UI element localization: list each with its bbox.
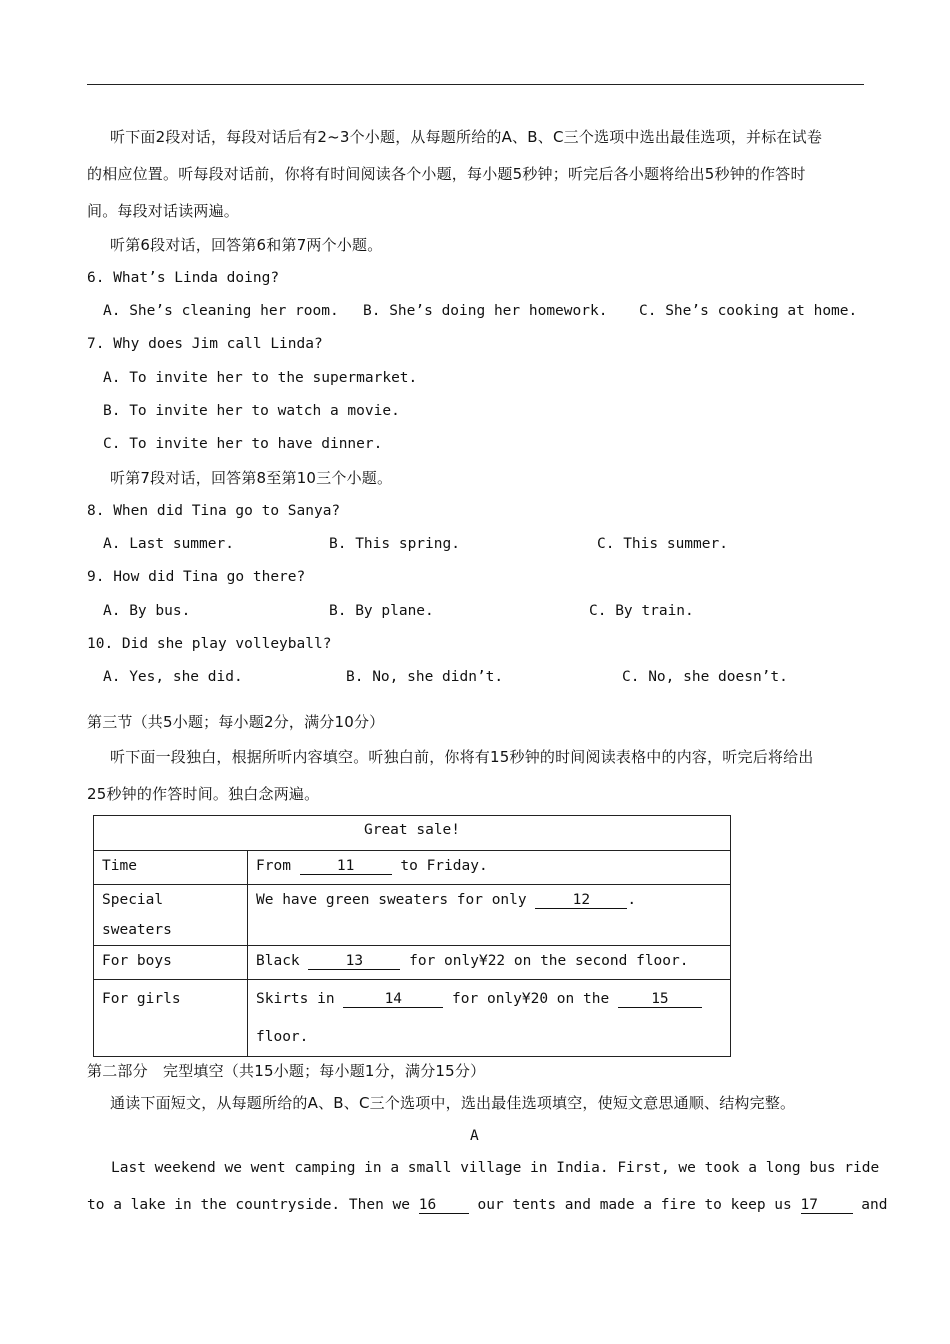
dialog7-instruction: 听第7段对话，回答第8至第10三个小题。: [110, 469, 393, 487]
q7-option-c: C. To invite her to have dinner.: [103, 436, 383, 452]
blank-12[interactable]: 12: [535, 892, 627, 909]
row-content-sweaters: [248, 885, 731, 946]
sale-table: [93, 815, 731, 1057]
blank-15[interactable]: 15: [618, 991, 702, 1008]
row-text: for only¥22 on the second floor.: [409, 953, 689, 969]
row-text: We have green sweaters for only: [256, 892, 527, 908]
q7-stem: 7. Why does Jim call Linda?: [87, 336, 323, 352]
row-content-girls: [248, 980, 731, 1057]
blank-13[interactable]: 13: [308, 953, 400, 970]
q9-option-c: C. By train.: [589, 603, 694, 619]
section3-heading: 第三节（共5小题；每小题2分，满分10分）: [87, 713, 385, 731]
row-label-for-girls: For girls: [94, 980, 248, 1057]
row-text: floor.: [256, 1029, 309, 1045]
blank-11[interactable]: 11: [300, 858, 392, 875]
passage-line-2: [87, 1195, 888, 1215]
q10-stem: 10. Did she play volleyball?: [87, 636, 332, 652]
table-row: [94, 885, 731, 946]
passage-text: our tents and made a fire to keep us: [477, 1197, 792, 1213]
q8-option-a: A. Last summer.: [103, 536, 234, 552]
q9-option-a: A. By bus.: [103, 603, 191, 619]
row-text: for only¥20 on the: [452, 991, 610, 1007]
section3-instruction-2: 25秒钟的作答时间。独白念两遍。: [87, 785, 320, 803]
blank-17[interactable]: 17: [801, 1197, 853, 1214]
blank-14[interactable]: 14: [343, 991, 443, 1008]
q8-option-b: B. This spring.: [329, 536, 460, 552]
q10-option-a: A. Yes, she did.: [103, 669, 243, 685]
section3-instruction-1: 听下面一段独白，根据所听内容填空。听独白前，你将有15秒钟的时间阅读表格中的内容，听完后将给出: [110, 748, 814, 766]
q7-option-a: A. To invite her to the supermarket.: [103, 370, 418, 386]
q10-option-b: B. No, she didn’t.: [346, 669, 504, 685]
passage-line-1: Last weekend we went camping in a small village in India. First, we took a long bus ride: [111, 1160, 880, 1176]
row-text: to Friday.: [400, 858, 488, 874]
passage-text: to a lake in the countryside. Then we: [87, 1197, 411, 1213]
row-label-special-sweaters: Special sweaters: [94, 885, 248, 946]
row-text: .: [627, 892, 637, 908]
table-row: [94, 980, 731, 1057]
row-label-time: Time: [94, 851, 248, 885]
table-row: [94, 851, 731, 885]
intro-line-1: 听下面2段对话，每段对话后有2~3个小题，从每题所给的A、B、C三个选项中选出最佳选项，并标在试卷: [110, 128, 823, 146]
sale-table-title: Great sale!: [94, 816, 731, 851]
part2-instruction: 通读下面短文，从每题所给的A、B、C三个选项中，选出最佳选项填空，使短文意思通顺、结构完整。: [110, 1094, 796, 1112]
q6-option-c: C. She’s cooking at home.: [639, 303, 858, 319]
q6-option-a: A. She’s cleaning her room.: [103, 303, 339, 319]
q6-option-b: B. She’s doing her homework.: [363, 303, 608, 319]
row-text: Skirts in: [256, 991, 335, 1007]
part2-heading: 第二部分 完型填空（共15小题；每小题1分，满分15分）: [87, 1062, 486, 1080]
row-text: From: [256, 858, 291, 874]
q6-stem: 6. What’s Linda doing?: [87, 270, 280, 286]
q8-stem: 8. When did Tina go to Sanya?: [87, 503, 341, 519]
row-text: Black: [256, 953, 300, 969]
row-label-for-boys: For boys: [94, 946, 248, 980]
q10-option-c: C. No, she doesn’t.: [622, 669, 788, 685]
intro-line-2: 的相应位置。听每段对话前，你将有时间阅读各个小题，每小题5秒钟；听完后各小题将给出5秒钟的作答时: [87, 165, 806, 183]
q7-option-b: B. To invite her to watch a movie.: [103, 403, 400, 419]
row-content-boys: [248, 946, 731, 980]
q9-stem: 9. How did Tina go there?: [87, 569, 306, 585]
q9-option-b: B. By plane.: [329, 603, 434, 619]
intro-line-3: 间。每段对话读两遍。: [87, 202, 240, 220]
q8-option-c: C. This summer.: [597, 536, 728, 552]
passage-text: and: [861, 1197, 888, 1213]
passage-label: A: [470, 1128, 479, 1144]
header-rule: [87, 84, 864, 85]
table-row: [94, 946, 731, 980]
row-content-time: [248, 851, 731, 885]
blank-16[interactable]: 16: [419, 1197, 469, 1214]
dialog6-instruction: 听第6段对话，回答第6和第7两个小题。: [110, 236, 383, 254]
